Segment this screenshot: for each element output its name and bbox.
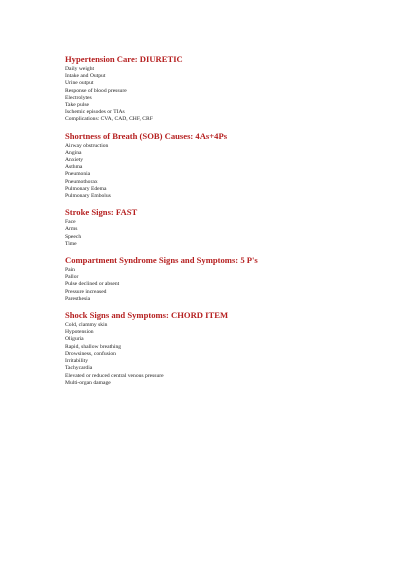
section-title: Stroke Signs: FAST <box>65 207 138 218</box>
section-compartment-syndrome <box>65 255 360 303</box>
list-item: Urine output <box>65 80 94 87</box>
section-title: Shortness of Breath (SOB) Causes: 4As+4Ps <box>65 130 228 141</box>
list-item: Paresthesia <box>65 295 91 302</box>
section-sob-causes <box>65 131 360 201</box>
list-item: Complications: CVA, CAD, CHF, CRF <box>65 116 153 123</box>
list-item: Time <box>65 240 77 247</box>
section-stroke-signs <box>65 207 360 248</box>
list-item: Anxiety <box>65 157 84 164</box>
list-item: Asthma <box>65 164 83 171</box>
list-item: Electrolytes <box>65 94 92 101</box>
list-item: Rapid, shallow breathing <box>65 343 122 350</box>
list-item: Hypotension <box>65 329 94 336</box>
list-item: Angina <box>65 149 82 156</box>
list-item: Pneumonia <box>65 171 91 178</box>
list-item: Elevated or reduced central venous pressure <box>65 372 164 379</box>
item-list <box>65 143 360 201</box>
list-item: Pneumothorax <box>65 178 98 185</box>
list-item: Ischemic episodes or TIAs <box>65 109 125 116</box>
section-title: Shock Signs and Symptoms: CHORD ITEM <box>65 310 229 321</box>
item-list <box>65 66 360 124</box>
list-item: Tachycardia <box>65 365 93 372</box>
list-item: Cold, clammy skin <box>65 322 108 329</box>
list-item: Pallor <box>65 274 79 281</box>
list-item: Take pulse <box>65 102 89 109</box>
list-item: Intake and Output <box>65 73 106 80</box>
section-shock-signs <box>65 310 360 387</box>
list-item: Irritability <box>65 358 88 365</box>
list-item: Pressure increased <box>65 288 107 295</box>
list-item: Response of blood pressure <box>65 87 127 94</box>
section-hypertension-care <box>65 54 360 124</box>
list-item: Pulmonary Embolus <box>65 193 111 200</box>
list-item: Pain <box>65 267 75 274</box>
list-item: Pulse declined or absent <box>65 281 120 288</box>
list-item: Daily weight <box>65 66 95 72</box>
list-item: Oliguria <box>65 336 84 343</box>
item-list <box>65 267 360 303</box>
list-item: Airway obstruction <box>65 142 109 149</box>
section-title: Hypertension Care: DIURETIC <box>65 54 183 64</box>
list-item: Multi-organ damage <box>65 379 111 386</box>
item-list <box>65 219 360 248</box>
list-item: Pulmonary Edema <box>65 185 107 192</box>
list-item: Face <box>65 219 76 226</box>
section-title: Compartment Syndrome Signs and Symptoms: 5 P's <box>65 255 258 266</box>
list-item: Speech <box>65 233 82 240</box>
list-item: Drowsiness, confusion <box>65 350 116 357</box>
item-list <box>65 322 360 387</box>
list-item: Arms <box>65 226 78 233</box>
